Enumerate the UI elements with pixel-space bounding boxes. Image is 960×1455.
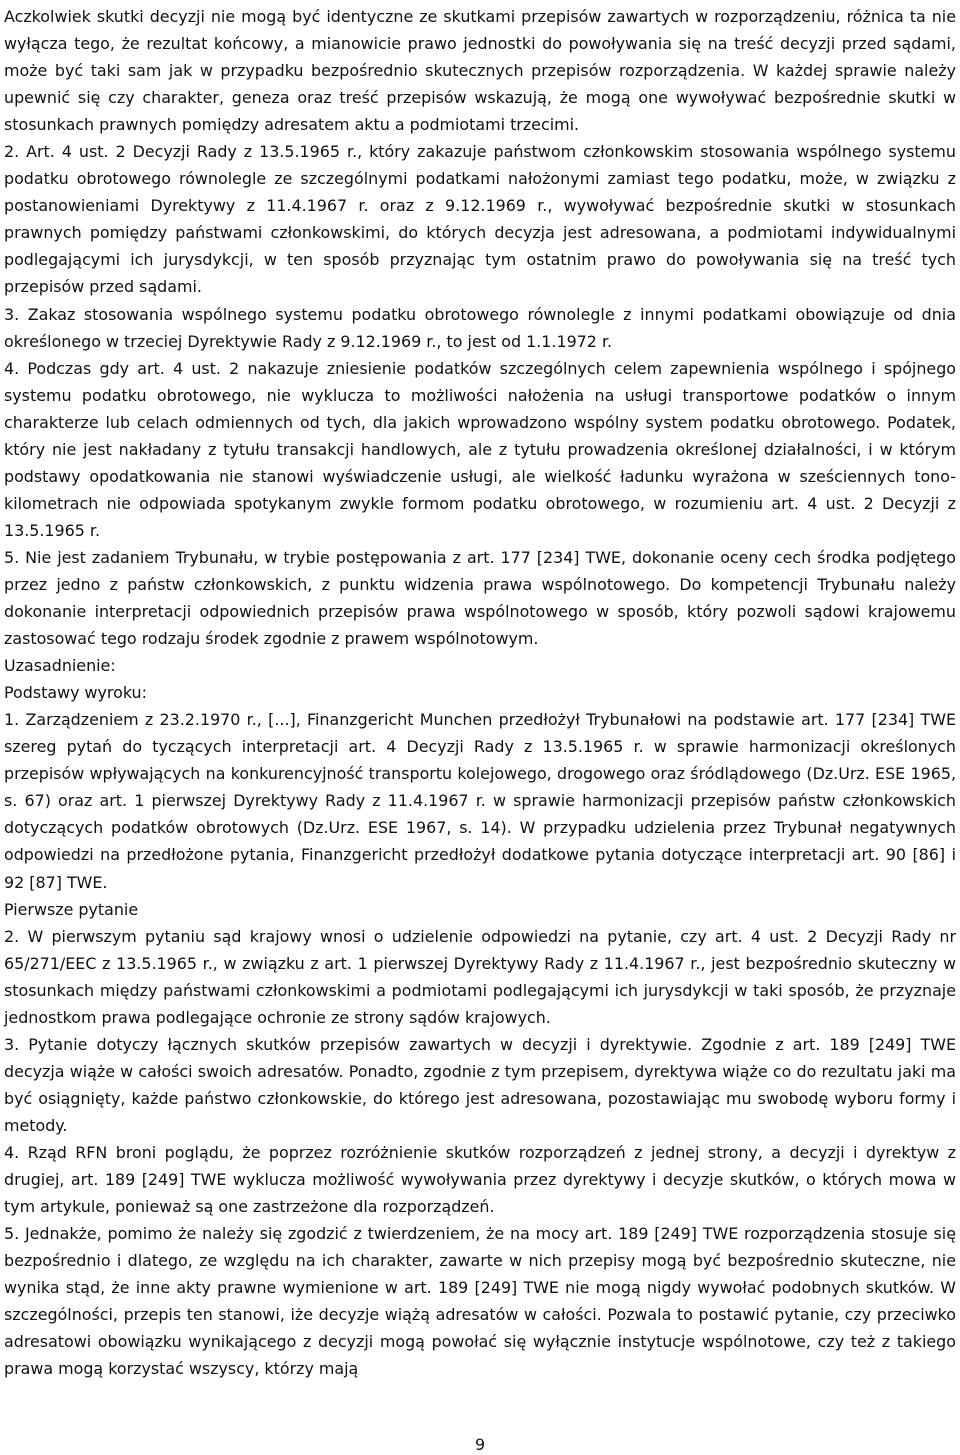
heading-uzasadnienie: Uzasadnienie: <box>4 656 116 676</box>
heading-podstawy-wyroku: Podstawy wyroku: <box>4 683 147 703</box>
paragraph-sentence-2: 2. Art. 4 ust. 2 Decyzji Rady z 13.5.1965 r., który zakazuje państwom członkowskim stosowania wspólnego systemu podatku obrotowego równolegle ze szczególnymi podatkami nałożonymi zamiast tego podatku, może, w związku z postanowieniami Dyrektywy z 11.4.1967 r. oraz z 9.12.1969 r., wywoływać bezpośrednie skutki w stosunkach prawnych pomiędzy państwami członkowskimi, do których decyzja jest adresowana, a podmiotami indywidualnymi podlegającymi ich jurysdykcji, w ten sposób przyznając tym ostatnim prawo do powoływania się na treść tych przepisów przed sądami. <box>4 142 956 297</box>
paragraph-grounds-3: 3. Pytanie dotyczy łącznych skutków przepisów zawartych w decyzji i dyrektywie. Zgodnie z art. 189 [249] TWE decyzja wiąże w całości swoich adresatów. Ponadto, zgodnie z tym przepisem, dyrektywa wiąże co do rezultatu jaki ma być osiągnięty, każde państwo członkowskie, do którego jest adresowana, pozostawiając mu swobodę wyboru formy i metody. <box>4 1034 956 1135</box>
paragraph-grounds-1: 1. Zarządzeniem z 23.2.1970 r., [...], Finanzgericht Munchen przedłożył Trybunałowi na podstawie art. 177 [234] TWE szereg pytań do tyczących interpretacji art. 4 Decyzji Rady z 13.5.1965 r. w sprawie harmonizacji określonych przepisów wpływających na konkurencyjność transportu kolejowego, drogowego oraz śródlądowego (Dz.Urz. ESE 1965, s. 67) oraz art. 1 pierwszej Dyrektywy Rady z 11.4.1967 r. w sprawie harmonizacji przepisów państw członkowskich dotyczących podatków obrotowych (Dz.Urz. ESE 1967, s. 14). W przypadku udzielenia przez Trybunał negatywnych odpowiedzi na przedłożone pytania, Finanzgericht przedłożył dodatkowe pytania dotyczące interpretacji art. 90 [86] i 92 [87] TWE. <box>4 710 956 892</box>
paragraph-sentence-5: 5. Nie jest zadaniem Trybunału, w trybie postępowania z art. 177 [234] TWE, dokonanie oceny cech środka podjętego przez jedno z państw członkowskich, z punktu widzenia prawa wspólnotowego. Do kompetencji Trybunału należy dokonanie interpretacji odpowiednich przepisów prawa wspólnotowego w sposób, który pozwoli sądowi krajowemu zastosować tego rodzaju środek zgodnie z prawem wspólnotowym. <box>4 547 956 649</box>
heading-pierwsze-pytanie: Pierwsze pytanie <box>4 899 139 919</box>
paragraph-grounds-2: 2. W pierwszym pytaniu sąd krajowy wnosi o udzielenie odpowiedzi na pytanie, czy art. 4 ust. 2 Decyzji Rady nr 65/271/EEC z 13.5.1965 r., w związku z art. 1 pierwszej Dyrektywy Rady z 11.4.1967 r., jest bezpośrednio skuteczny w stosunkach między państwami członkowskimi a podmiotami podlegającymi ich jurysdykcji w taki sposób, że przyznaje jednostkom prawa podlegające ochronie ze strony sądów krajowych. <box>4 926 956 1027</box>
document-page <box>4 3 956 1382</box>
paragraph-grounds-5: 5. Jednakże, pomimo że należy się zgodzić z twierdzeniem, że na mocy art. 189 [249] TWE rozporządzenia stosuje się bezpośrednio i dlatego, ze względu na ich charakter, zawarte w nich przepisy mogą być bezpośrednio skuteczne, nie wynika stąd, że inne akty prawne wymienione w art. 189 [249] TWE nie mogą nigdy wywołać podobnych skutków. W szczególności, przepis ten stanowi, iże decyzje wiążą adresatów w całości. Pozwala to postawić pytanie, czy przeciwko adresatowi obowiązku wynikającego z decyzji mogą powołać się wyłącznie instytucje wspólnotowe, czy też z takiego prawa mogą korzystać wszyscy, którzy mają <box>4 1224 956 1379</box>
paragraph-sentence-3: 3. Zakaz stosowania wspólnego systemu podatku obrotowego równolegle z innymi podatkami obowiązuje od dnia określonego w trzeciej Dyrektywie Rady z 9.12.1969 r., to jest od 1.1.1972 r. <box>4 304 956 351</box>
paragraph-grounds-4: 4. Rząd RFN broni poglądu, że poprzez rozróżnienie skutków rozporządzeń z jednej strony, a decyzji i dyrektyw z drugiej, art. 189 [249] TWE wyklucza możliwość wywoływania przez dyrektywy i decyzje skutków, o których mowa w tym artykule, ponieważ są one zastrzeżone dla rozporządzeń. <box>4 1142 956 1217</box>
page-number: 9 <box>474 1435 486 1454</box>
paragraph-intro: Aczkolwiek skutki decyzji nie mogą być identyczne ze skutkami przepisów zawartych w rozporządzeniu, różnica ta nie wyłącza tego, że rezultat końcowy, a mianowicie prawo jednostki do powoływania się na treść decyzji przed sądami, może być taki sam jak w przypadku bezpośrednio skutecznych przepisów rozporządzenia. W każdej sprawie należy upewnić się czy charakter, geneza oraz treść przepisów wskazują, że mogą one wywoływać bezpośrednie skutki w stosunkach prawnych pomiędzy adresatem aktu a podmiotami trzecimi. <box>4 7 956 135</box>
paragraph-sentence-4: 4. Podczas gdy art. 4 ust. 2 nakazuje zniesienie podatków szczególnych celem zapewnienia wspólnego i spójnego systemu podatku obrotowego, nie wyklucza to możliwości nałożenia na usługi transportowe podatków o innym charakterze lub celach odmiennych od tych, dla jakich wprowadzono wspólny system podatku obrotowego. Podatek, który nie jest nakładany z tytułu transakcji handlowych, ale z tytułu prowadzenia określonej działalności, i w którym podstawy opodatkowania nie stanowi wyświadczenie usługi, ale wielkość ładunku wyrażona w sześciennych tono-kilometrach nie odpowiada spotykanym zwykle formom podatku obrotowego, w rozumieniu art. 4 ust. 2 Decyzji z 13.5.1965 r. <box>4 358 956 540</box>
